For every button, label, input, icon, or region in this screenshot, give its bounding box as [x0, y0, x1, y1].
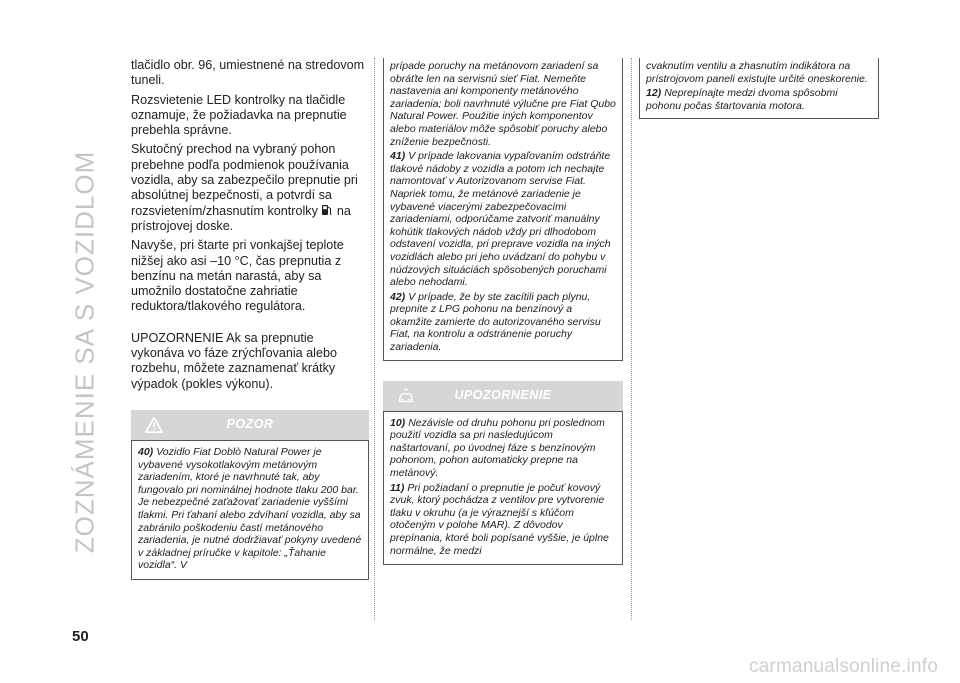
- notice-note-continued: cvaknutím ventilu a zhasnutím indikátora na prístrojovom paneli existujte určité oneskorenie.: [646, 60, 868, 85]
- watermark: carmanualsonline.info: [748, 656, 938, 677]
- note-number: 42): [390, 290, 406, 303]
- notice-note: [390, 417, 616, 480]
- note-number: 41): [390, 150, 406, 163]
- warning-note: [390, 291, 616, 354]
- paragraph: Navyše, pri štarte pri vonkajšej teplote nižšej ako asi –10 °C, čas prepnutia z benzínu na metán narastá, aby sa umožnilo dostatočne zahriatie reduktora/tlakového regulátora.: [131, 238, 344, 314]
- note-text: Vozidlo Fiat Doblò Natural Power je vybavené vysokotlakovým metánovým zariadením, ktoré je navrhnuté tak, aby fungovalo pri nominálnej hodnote tlaku 200 bar. Je nebezpečné zaťažovať zariadenie vyššími tlakmi. Pri ťahaní alebo zdvíhaní vozidla, aby sa zabránilo poškodeniu častí metánového zariadenia, je nutné dodržiavať pokyny uvedené v základnej príručke v kapitole: „Ťahanie vozidla“. V: [138, 445, 362, 572]
- paragraph: Rozsvietenie LED kontrolky na tlačidle oznamuje, že požiadavka na prepnutie prebehla správne.: [131, 92, 347, 138]
- notice-note: [390, 482, 616, 558]
- chapter-side-title-text: ZOZNÁMENIE SA S VOZIDLOM: [69, 150, 100, 554]
- column-3: [639, 58, 879, 119]
- warning-title: POZOR: [226, 416, 274, 431]
- note-text: V prípade lakovania vypaľovaním odstráňte tlakové nádoby z vozidla a potom ich nechajte namontovať v Autorizovanom servise Fiat. Napriek tomu, že metánové zariadenie je vybavené viacerými zabezpečovacími zariadeniami, odporúčame zatvoriť manuálny kohútik tlakových nádob vždy pri dlhodobom odstavení vozidla, pri preprave vozidla na iných vozidlách alebo pri jeho uvádzaní do pohybu v núdzových situáciách spôsobených poruchami alebo nehodami.: [390, 150, 611, 289]
- warning-header: [131, 410, 369, 440]
- column-1: [131, 58, 369, 580]
- warning-note: [138, 446, 362, 572]
- note-text: V prípade, že by ste zacítili pach plynu, prepnite z LPG pohonu na benzínový a okamžite zamierte do autorizovaného servisu Fiat, na kontrolu a odstránenie poruchy zariadenia.: [390, 290, 601, 354]
- column-divider: [374, 58, 376, 620]
- note-number: 40): [138, 445, 154, 458]
- paragraph: tlačidlo obr. 96, umiestnené na stredovom tuneli.: [131, 58, 365, 88]
- note-number: 12): [646, 87, 662, 100]
- note-text: Nezávisle od druhu pohonu pri poslednom použití vozidla sa pri nasledujúcom naštartovaní, po úvodnej fáze s benzínovým pohonom, pohon automaticky prepne na metánový.: [390, 416, 605, 480]
- paragraph-text: na prístrojovej doske.: [131, 203, 351, 233]
- note-number: 10): [390, 416, 406, 429]
- notice-header: [383, 381, 623, 411]
- page-number: 50: [72, 628, 89, 645]
- notice-box-continued: [639, 58, 879, 119]
- notice-note: [646, 87, 872, 112]
- notice-title: UPOZORNENIE: [454, 387, 552, 402]
- paragraph: [131, 142, 369, 234]
- warning-box: [131, 440, 369, 580]
- fuel-pump-icon: [321, 204, 333, 216]
- note-text: Neprepínajte medzi dvoma spôsobmi pohonu počas štartovania motora.: [646, 87, 838, 112]
- warning-note: [390, 150, 616, 289]
- paragraph-text: Skutočný prechod na vybraný pohon prebehne podľa podmienok používania vozidla, aby sa zabezpečilo prepnutie pri absolútnej bezpečnosti, a potvrdí sa rozsvietením/zhasnutím kontrolky: [131, 142, 358, 218]
- note-number: 11): [390, 481, 405, 494]
- warning-note-continued: prípade poruchy na metánovom zariadení sa obráťte len na servisnú sieť Fiat. Nemeňte nastavenia ani komponenty metánového zariadenia; boli navrhnuté výlučne pre Fiat Qubo Natural Power. Použitie iných komponentov alebo materiálov môže spôsobiť poruchy alebo zníženie bezpečnosti.: [390, 60, 616, 148]
- column-divider: [631, 58, 633, 620]
- notice-box: [383, 411, 623, 566]
- warning-box-continued: [383, 58, 623, 361]
- paragraph: UPOZORNENIE Ak sa prepnutie vykonáva vo fáze zrýchľovania alebo rozbehu, môžete zaznamenať krátky výpadok (pokles výkonu).: [131, 330, 337, 391]
- column-2: [383, 58, 623, 565]
- note-text: Pri požiadaní o prepnutie je počuť kovový zvuk, ktorý pochádza z ventilov pre vytvorenie tlaku v okruhu (a je výraznejší s kľúčom otočeným v polohe MAR). Z dôvodov prepínania, ktoré boli popísané vyššie, je úplne normálne, že medzi: [390, 481, 609, 557]
